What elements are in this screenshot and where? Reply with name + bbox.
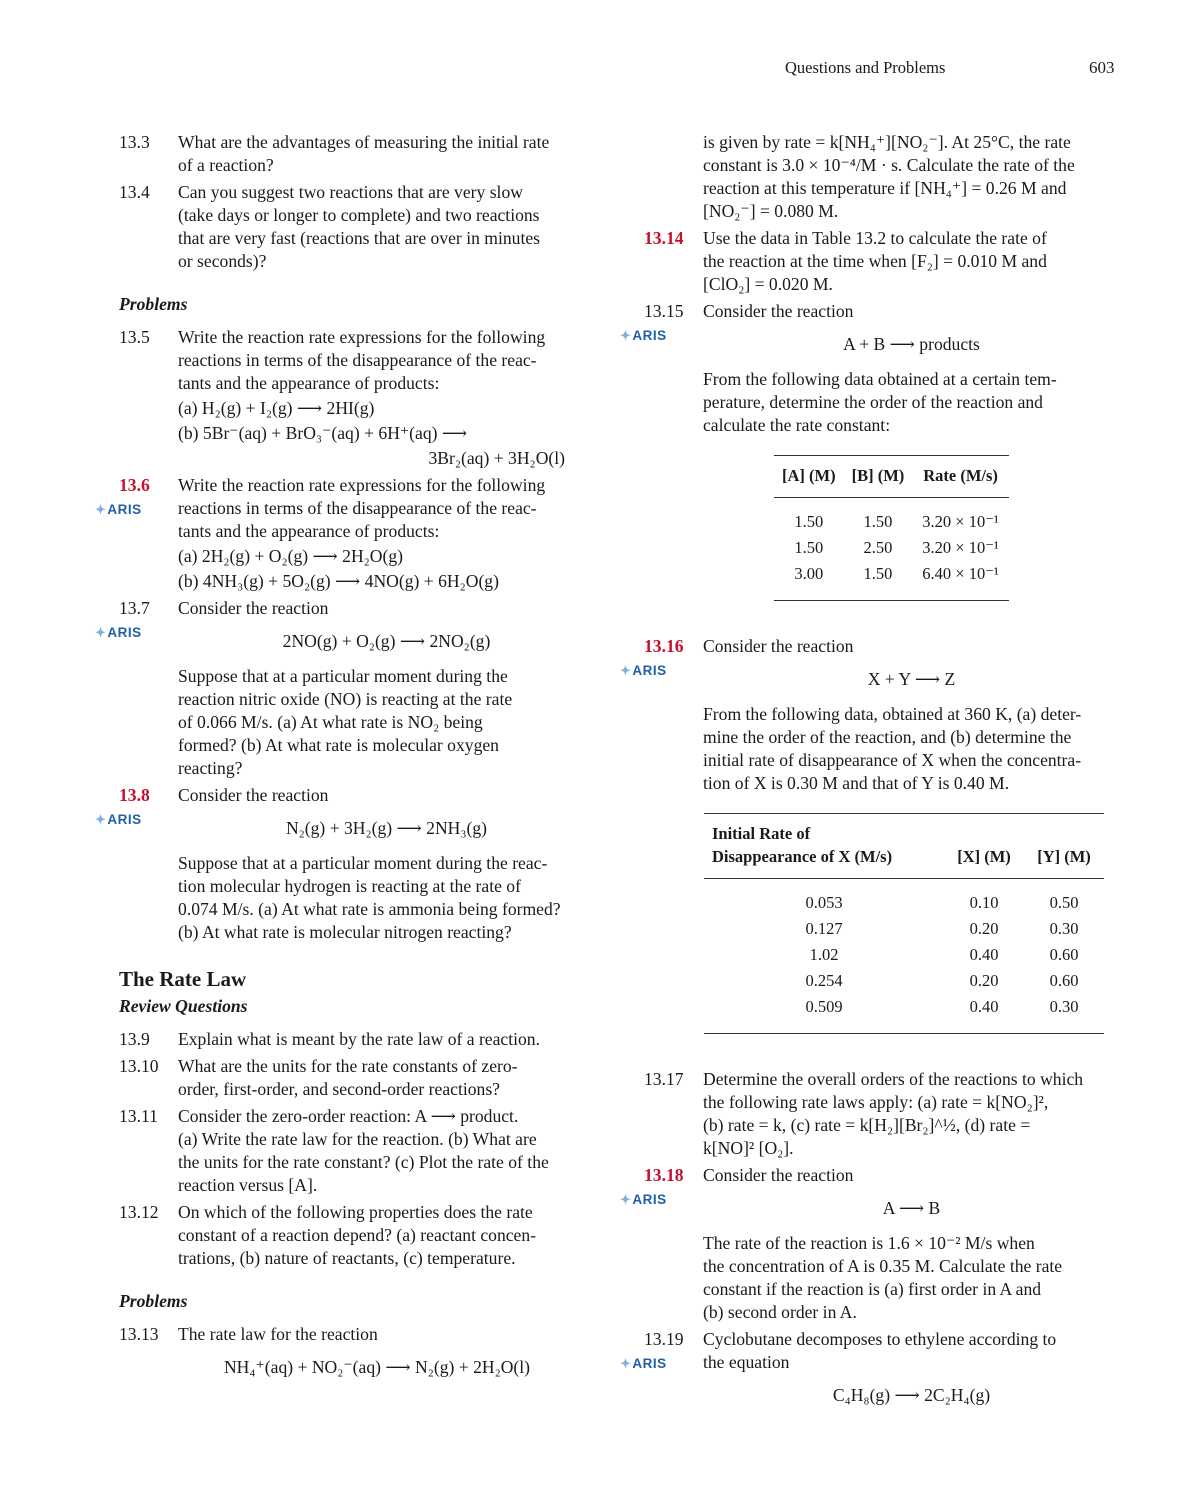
- question-13-18: [632, 1164, 1120, 1324]
- table-cell: 0.20: [969, 971, 999, 990]
- table-cell: 0.254: [805, 971, 843, 990]
- table-cell: 0.40: [969, 997, 999, 1016]
- question-13-5: [119, 326, 595, 470]
- question-text: (a) Write the rate law for the reaction. (b) What are: [178, 1129, 537, 1149]
- table-cell: 0.50: [1049, 893, 1079, 912]
- data-table-13-15: [774, 455, 1120, 607]
- question-text: trations, (b) nature of reactants, (c) temperature.: [178, 1248, 516, 1268]
- column-header: [X] (M): [944, 814, 1024, 879]
- table-cell: 0.053: [805, 893, 843, 912]
- question-text: Suppose that at a particular moment during the reac-: [178, 853, 548, 873]
- question-number: 13.15: [644, 301, 684, 321]
- column-header: Initial Rate of Disappearance of X (M/s): [704, 814, 944, 879]
- question-text: initial rate of disappearance of X when the concentra-: [703, 750, 1082, 770]
- question-13-17: [644, 1068, 1120, 1160]
- question-text: of a reaction?: [178, 155, 274, 175]
- subheading-review-questions: Review Questions: [119, 996, 248, 1016]
- column-header: [B] (M): [844, 456, 913, 498]
- question-text: the concentration of A is 0.35 M. Calculate the rate: [703, 1256, 1063, 1276]
- question-13-15: [632, 300, 1120, 437]
- question-13-19: [632, 1328, 1120, 1407]
- question-text: Write the reaction rate expressions for the following: [178, 475, 546, 495]
- table-cell: 0.60: [1049, 945, 1079, 964]
- table-cell: 1.50: [863, 564, 893, 583]
- question-text: reactions in terms of the disappearance of the reac-: [178, 498, 537, 518]
- question-text: tion of X is 0.30 M and that of Y is 0.40 M.: [703, 773, 1010, 793]
- table-row: [704, 879, 1104, 917]
- table-cell: 1.50: [794, 538, 824, 557]
- question-text: reaction versus [A].: [178, 1175, 318, 1195]
- question-text: On which of the following properties does the rate: [178, 1202, 533, 1222]
- table-row: [774, 561, 1009, 600]
- left-column: [107, 131, 595, 1391]
- table-cell: 1.50: [794, 512, 824, 531]
- table-row: [704, 916, 1104, 942]
- question-text: the equation: [703, 1352, 790, 1372]
- table-cell: 6.40 × 10⁻¹: [922, 564, 999, 583]
- aris-logo-icon[interactable]: ✦ ARIS: [620, 659, 667, 682]
- equation: 3Br₂(aq) + 3H₂O(l): [428, 448, 565, 468]
- question-text: reaction nitric oxide (NO) is reacting at the rate: [178, 689, 513, 709]
- question-text: Consider the reaction: [178, 785, 329, 805]
- table-cell: 0.60: [1049, 971, 1079, 990]
- question-text: Consider the zero-order reaction: A ⟶ product.: [178, 1106, 519, 1126]
- column-header: [A] (M): [774, 456, 844, 498]
- question-text: formed? (b) At what rate is molecular oxygen: [178, 735, 499, 755]
- aris-logo-icon[interactable]: ✦ ARIS: [620, 1352, 667, 1375]
- question-13-6: [107, 474, 595, 593]
- question-text: reacting?: [178, 758, 243, 778]
- question-text: the reaction at the time when [F₂] = 0.010 M and: [703, 251, 1047, 271]
- question-text: Can you suggest two reactions that are very slow: [178, 182, 523, 202]
- question-number: 13.6: [119, 475, 150, 495]
- question-text: 0.074 M/s. (a) At what rate is ammonia being formed?: [178, 899, 561, 919]
- question-number: 13.13: [119, 1324, 159, 1344]
- question-number: 13.5: [119, 327, 150, 347]
- question-number: 13.7: [119, 598, 150, 618]
- question-number: 13.14: [644, 228, 684, 248]
- question-text: or seconds)?: [178, 251, 267, 271]
- question-number: 13.10: [119, 1056, 159, 1076]
- question-number: 13.4: [119, 182, 150, 202]
- page-number: 603: [1089, 58, 1115, 77]
- question-text: [NO₂⁻] = 0.080 M.: [703, 201, 839, 221]
- question-13-11: [119, 1105, 595, 1197]
- equation: A + B ⟶ products: [843, 334, 980, 354]
- question-text: reaction at this temperature if [NH₄⁺] = 0.26 M and: [703, 178, 1067, 198]
- column-header: Rate (M/s): [912, 456, 1009, 498]
- question-text: tants and the appearance of products:: [178, 521, 440, 541]
- question-text: From the following data obtained at a certain tem-: [703, 369, 1057, 389]
- question-number: 13.8: [119, 785, 150, 805]
- question-number: 13.9: [119, 1029, 150, 1049]
- question-text: From the following data, obtained at 360 K, (a) deter-: [703, 704, 1082, 724]
- aris-logo-icon[interactable]: ✦ ARIS: [95, 498, 142, 521]
- equation: (b) 4NH₃(g) + 5O₂(g) ⟶ 4NO(g) + 6H₂O(g): [178, 571, 499, 591]
- question-text: Consider the reaction: [703, 301, 854, 321]
- question-text: perature, determine the order of the reaction and: [703, 392, 1043, 412]
- question-number: 13.12: [119, 1202, 159, 1222]
- table-cell: 3.20 × 10⁻¹: [922, 512, 999, 531]
- question-text: The rate of the reaction is 1.6 × 10⁻² M/s when: [703, 1233, 1035, 1253]
- table-cell: 0.30: [1049, 997, 1079, 1016]
- question-text: Determine the overall orders of the reactions to which: [703, 1069, 1084, 1089]
- question-13-10: [119, 1055, 595, 1101]
- question-text: Explain what is meant by the rate law of a reaction.: [178, 1029, 541, 1049]
- question-text: What are the advantages of measuring the initial rate: [178, 132, 550, 152]
- equation: N₂(g) + 3H₂(g) ⟶ 2NH₃(g): [285, 818, 488, 838]
- question-text: Cyclobutane decomposes to ethylene according to: [703, 1329, 1057, 1349]
- subheading-problems: Problems: [119, 1291, 188, 1311]
- question-13-8: [107, 784, 595, 944]
- question-text: mine the order of the reaction, and (b) determine the: [703, 727, 1072, 747]
- equation: NH₄⁺(aq) + NO₂⁻(aq) ⟶ N₂(g) + 2H₂O(l): [223, 1357, 531, 1377]
- question-text: tion molecular hydrogen is reacting at the rate of: [178, 876, 521, 896]
- table-cell: 1.50: [863, 512, 893, 531]
- equation: (b) 5Br⁻(aq) + BrO₃⁻(aq) + 6H⁺(aq) ⟶: [178, 423, 468, 443]
- table-row: [774, 498, 1009, 536]
- table-row: [774, 535, 1009, 561]
- table-cell: 0.10: [969, 893, 999, 912]
- aris-logo-icon[interactable]: ✦ ARIS: [95, 808, 142, 831]
- question-text: order, first-order, and second-order reactions?: [178, 1079, 500, 1099]
- equation: C₄H₈(g) ⟶ 2C₂H₄(g): [832, 1385, 991, 1405]
- question-text: (take days or longer to complete) and two reactions: [178, 205, 540, 225]
- equation: A ⟶ B: [882, 1198, 941, 1218]
- question-number: 13.3: [119, 132, 150, 152]
- question-13-7: [107, 597, 595, 780]
- table-cell: 0.30: [1049, 919, 1079, 938]
- right-column: [632, 131, 1120, 1419]
- table-cell: 0.509: [805, 997, 843, 1016]
- table-cell: 3.20 × 10⁻¹: [922, 538, 999, 557]
- table-row: [704, 994, 1104, 1033]
- column-header: [Y] (M): [1024, 814, 1104, 879]
- question-text: constant is 3.0 × 10⁻⁴/M · s. Calculate the rate of the: [703, 155, 1075, 175]
- question-text: What are the units for the rate constants of zero-: [178, 1056, 518, 1076]
- question-text: (b) rate = k, (c) rate = k[H₂][Br₂]^½, (d) rate =: [703, 1115, 1031, 1135]
- question-text: constant if the reaction is (a) first order in A and: [703, 1279, 1042, 1299]
- table-cell: 3.00: [794, 564, 824, 583]
- table-cell: 1.02: [809, 945, 839, 964]
- subheading-problems: Problems: [119, 294, 188, 314]
- question-text: The rate law for the reaction: [178, 1324, 378, 1344]
- table-cell: 0.40: [969, 945, 999, 964]
- table-cell: 2.50: [863, 538, 893, 557]
- question-number: 13.18: [644, 1165, 684, 1185]
- question-text: of 0.066 M/s. (a) At what rate is NO₂ being: [178, 712, 483, 732]
- question-number: 13.17: [644, 1069, 684, 1089]
- question-13-13: [119, 1323, 595, 1346]
- table-cell: 0.20: [969, 919, 999, 938]
- aris-logo-icon[interactable]: ✦ ARIS: [620, 324, 667, 347]
- question-text: calculate the rate constant:: [703, 415, 891, 435]
- table-cell: 0.127: [805, 919, 843, 938]
- aris-logo-icon[interactable]: ✦ ARIS: [95, 621, 142, 644]
- question-13-3: [119, 131, 595, 177]
- question-number: 13.16: [644, 636, 684, 656]
- question-text: the units for the rate constant? (c) Plot the rate of the: [178, 1152, 549, 1172]
- question-13-14: [644, 227, 1120, 296]
- question-13-16: [632, 635, 1120, 795]
- table-row: [704, 942, 1104, 968]
- question-text: Write the reaction rate expressions for the following: [178, 327, 546, 347]
- aris-logo-icon[interactable]: ✦ ARIS: [620, 1188, 667, 1211]
- question-number: 13.11: [119, 1106, 158, 1126]
- question-13-9: [119, 1028, 595, 1051]
- section-title: The Rate Law: [119, 967, 247, 991]
- question-text: Use the data in Table 13.2 to calculate the rate of: [703, 228, 1047, 248]
- question-text: [ClO₂] = 0.020 M.: [703, 274, 833, 294]
- question-number: 13.19: [644, 1329, 684, 1349]
- question-text: tants and the appearance of products:: [178, 373, 440, 393]
- equation: 2NO(g) + O₂(g) ⟶ 2NO₂(g): [282, 631, 491, 651]
- running-head: Questions and Problems: [785, 58, 946, 77]
- equation: X + Y ⟶ Z: [867, 669, 956, 689]
- question-text: constant of a reaction depend? (a) reactant concen-: [178, 1225, 537, 1245]
- question-text: Consider the reaction: [178, 598, 329, 618]
- question-text: Consider the reaction: [703, 1165, 854, 1185]
- table-row: [704, 968, 1104, 994]
- question-text: Suppose that at a particular moment during the: [178, 666, 508, 686]
- question-text: the following rate laws apply: (a) rate = k[NO₂]²,: [703, 1092, 1049, 1112]
- question-text: is given by rate = k[NH₄⁺][NO₂⁻]. At 25°C, the rate: [703, 132, 1071, 152]
- question-13-13-continued: [644, 131, 1120, 223]
- equation: (a) H₂(g) + I₂(g) ⟶ 2HI(g): [178, 398, 375, 418]
- question-text: that are very fast (reactions that are over in minutes: [178, 228, 540, 248]
- question-13-12: [119, 1201, 595, 1270]
- equation: (a) 2H₂(g) + O₂(g) ⟶ 2H₂O(g): [178, 546, 404, 566]
- data-table-13-16: [704, 813, 1120, 1040]
- question-text: (b) second order in A.: [703, 1302, 857, 1322]
- question-text: Consider the reaction: [703, 636, 854, 656]
- question-13-4: [119, 181, 595, 273]
- question-text: reactions in terms of the disappearance of the reac-: [178, 350, 537, 370]
- question-text: k[NO]² [O₂].: [703, 1138, 794, 1158]
- question-text: (b) At what rate is molecular nitrogen reacting?: [178, 922, 512, 942]
